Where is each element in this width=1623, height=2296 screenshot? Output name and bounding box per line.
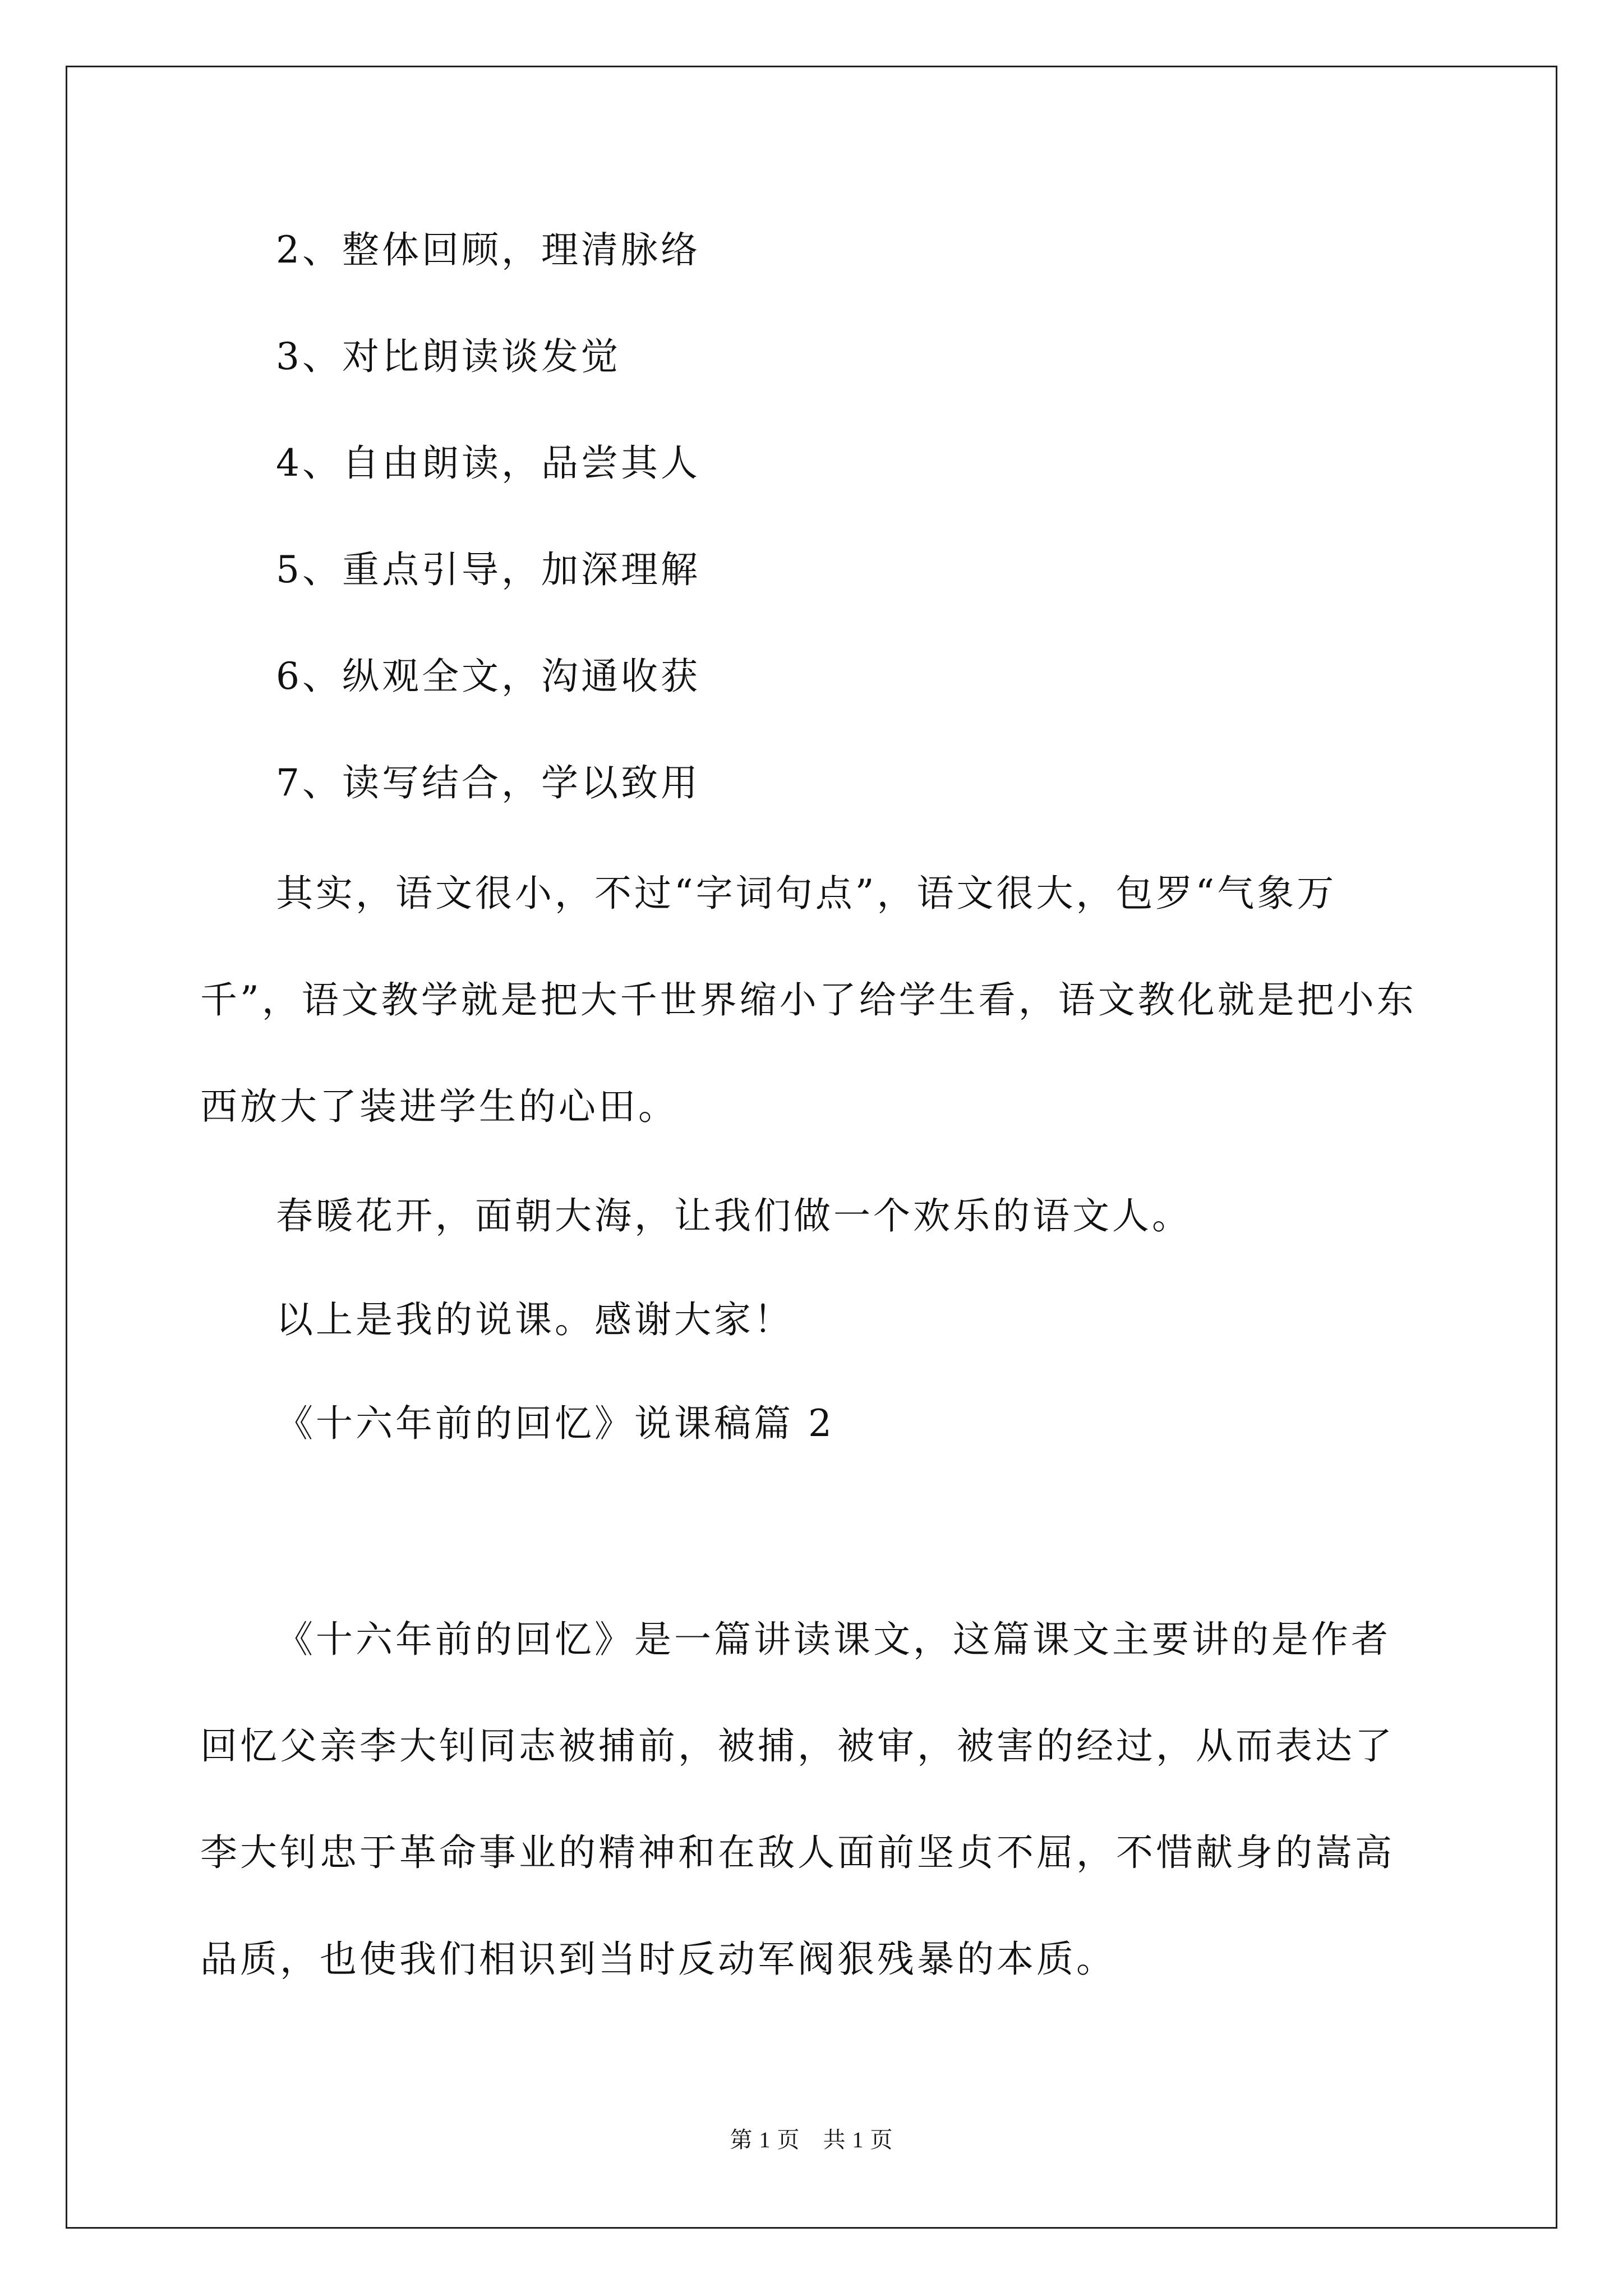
paragraph-line: 品质，也使我们相识到当时反动军阀狠残暴的本质。 — [200, 1938, 1116, 1981]
paragraph-line: 李大钊忠于革命事业的精神和在敌人面前坚贞不屈，不惜献身的嵩高 — [200, 1831, 1395, 1874]
section-title: 《十六年前的回忆》说课稿篇 2 — [276, 1402, 834, 1445]
paragraph-line: 春暖花开，面朝大海，让我们做一个欢乐的语文人。 — [276, 1194, 1192, 1237]
paragraph-line: 千”，语文教学就是把大千世界缩小了给学生看，语文教化就是把小东 — [200, 978, 1417, 1022]
paragraph-line: 以上是我的说课。感谢大家！ — [276, 1298, 794, 1341]
list-item: 6、纵观全文，沟通收获 — [276, 655, 700, 698]
paragraph-line: 《十六年前的回忆》是一篇讲读课文，这篇课文主要讲的是作者 — [276, 1618, 1391, 1661]
list-item: 3、对比朗读谈发觉 — [276, 335, 621, 378]
list-item: 4、自由朗读，品尝其人 — [276, 441, 700, 485]
page-footer: 第 1 页 共 1 页 — [730, 2127, 893, 2152]
list-item: 2、整体回顾，理清脉络 — [276, 228, 700, 272]
list-item: 7、读写结合，学以致用 — [276, 761, 700, 804]
list-item: 5、重点引导，加深理解 — [276, 548, 700, 591]
paragraph-line: 西放大了装进学生的心田。 — [200, 1085, 678, 1128]
paragraph-line: 其实，语文很小，不过“字词句点”，语文很大，包罗“气象万 — [276, 872, 1337, 915]
paragraph-line: 回忆父亲李大钊同志被捕前，被捕，被审，被害的经过，从而表达了 — [200, 1724, 1395, 1768]
page-border — [66, 66, 1557, 2229]
